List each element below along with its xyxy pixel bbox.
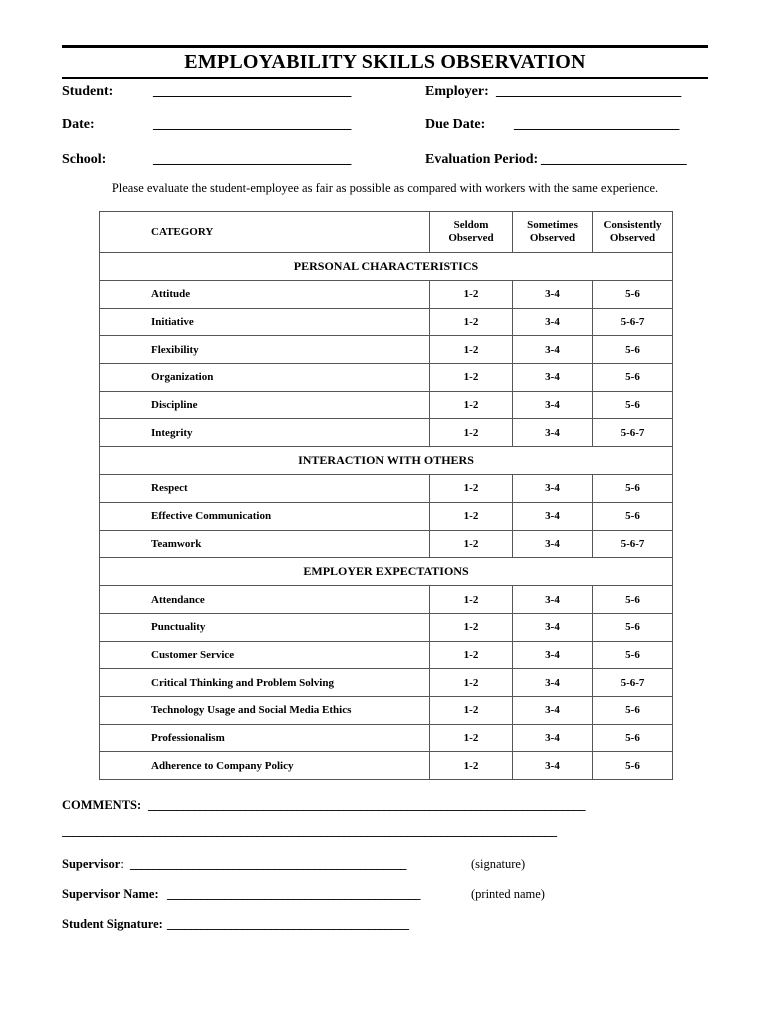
section-title: INTERACTION WITH OTHERS: [100, 447, 673, 475]
skill-name: Customer Service: [100, 641, 430, 669]
consistently-observed-header: [593, 212, 673, 253]
seldom-rating-cell[interactable]: 1-2: [430, 308, 513, 336]
employer-label: Employer:: [425, 84, 489, 99]
sometimes-rating-cell[interactable]: 3-4: [513, 391, 593, 419]
section-header-row: [100, 447, 673, 475]
section-header-row: [100, 558, 673, 586]
section-title: PERSONAL CHARACTERISTICS: [100, 253, 673, 281]
consistently-rating-cell[interactable]: 5-6: [593, 724, 673, 752]
section-title: EMPLOYER EXPECTATIONS: [100, 558, 673, 586]
student-field[interactable]: ______________________________: [153, 84, 352, 99]
sometimes-rating-cell[interactable]: 3-4: [513, 308, 593, 336]
sometimes-rating-cell[interactable]: 3-4: [513, 752, 593, 780]
evaluation-table: [99, 211, 673, 780]
student-signature-label: Student Signature:: [62, 917, 163, 931]
skill-name: Discipline: [100, 391, 430, 419]
date-field[interactable]: ______________________________: [153, 117, 352, 132]
consistently-rating-cell[interactable]: 5-6: [593, 696, 673, 724]
skill-name: Initiative: [100, 308, 430, 336]
sometimes-rating-cell[interactable]: 3-4: [513, 530, 593, 558]
seldom-header-line1: Seldom: [453, 219, 489, 231]
seldom-rating-cell[interactable]: 1-2: [430, 391, 513, 419]
supervisor-signature-line[interactable]: ________________________________________________: [130, 857, 406, 871]
sometimes-rating-cell[interactable]: 3-4: [513, 613, 593, 641]
table-row: [100, 364, 673, 392]
seldom-rating-cell[interactable]: 1-2: [430, 641, 513, 669]
table-row: [100, 475, 673, 503]
sometimes-rating-cell[interactable]: 3-4: [513, 364, 593, 392]
date-label: Date:: [62, 117, 95, 132]
seldom-rating-cell[interactable]: 1-2: [430, 530, 513, 558]
sometimes-header-line1: Sometimes: [527, 219, 578, 231]
evaluation-period-field[interactable]: ______________________: [541, 152, 687, 167]
consistently-rating-cell[interactable]: 5-6: [593, 391, 673, 419]
sometimes-rating-cell[interactable]: 3-4: [513, 669, 593, 697]
skill-name: Attitude: [100, 281, 430, 309]
consistently-rating-cell[interactable]: 5-6: [593, 475, 673, 503]
section-header-row: [100, 253, 673, 281]
table-row: [100, 281, 673, 309]
seldom-rating-cell[interactable]: 1-2: [430, 502, 513, 530]
supervisor-signature-row: [62, 857, 124, 872]
table-row: [100, 724, 673, 752]
supervisor-name-line[interactable]: ____________________________________________: [167, 887, 420, 901]
table-row: [100, 752, 673, 780]
consistently-rating-cell[interactable]: 5-6-7: [593, 669, 673, 697]
seldom-rating-cell[interactable]: 1-2: [430, 364, 513, 392]
skill-name: Flexibility: [100, 336, 430, 364]
consistently-rating-cell[interactable]: 5-6: [593, 752, 673, 780]
consistently-rating-cell[interactable]: 5-6: [593, 336, 673, 364]
category-header: CATEGORY: [100, 212, 430, 253]
skill-name: Respect: [100, 475, 430, 503]
seldom-rating-cell[interactable]: 1-2: [430, 696, 513, 724]
student-label: Student:: [62, 84, 114, 99]
consistently-rating-cell[interactable]: 5-6: [593, 502, 673, 530]
comments-line-2[interactable]: ______________________________________________________________________________________: [62, 824, 557, 838]
supervisor-name-label: Supervisor Name:: [62, 887, 159, 901]
table-header-row: [100, 212, 673, 253]
due-date-label: Due Date:: [425, 117, 486, 132]
skill-name: Adherence to Company Policy: [100, 752, 430, 780]
instructions: Please evaluate the student-employee as fair as possible as compared with workers with the same experience.: [111, 181, 659, 195]
seldom-header-line2: Observed: [448, 232, 494, 244]
table-row: [100, 336, 673, 364]
consistently-header-line1: Consistently: [603, 219, 662, 231]
sometimes-rating-cell[interactable]: 3-4: [513, 419, 593, 447]
due-date-field[interactable]: _________________________: [514, 117, 680, 132]
supervisor-label: Supervisor: [62, 857, 121, 871]
consistently-rating-cell[interactable]: 5-6-7: [593, 308, 673, 336]
consistently-rating-cell[interactable]: 5-6: [593, 613, 673, 641]
consistently-rating-cell[interactable]: 5-6: [593, 586, 673, 614]
table-row: [100, 391, 673, 419]
skill-name: Teamwork: [100, 530, 430, 558]
sometimes-rating-cell[interactable]: 3-4: [513, 281, 593, 309]
sometimes-rating-cell[interactable]: 3-4: [513, 724, 593, 752]
table-row: [100, 669, 673, 697]
table-row: [100, 502, 673, 530]
seldom-rating-cell[interactable]: 1-2: [430, 281, 513, 309]
seldom-rating-cell[interactable]: 1-2: [430, 475, 513, 503]
seldom-rating-cell[interactable]: 1-2: [430, 724, 513, 752]
table-row: [100, 641, 673, 669]
skill-name: Attendance: [100, 586, 430, 614]
sometimes-rating-cell[interactable]: 3-4: [513, 336, 593, 364]
consistently-rating-cell[interactable]: 5-6-7: [593, 530, 673, 558]
skill-name: Technology Usage and Social Media Ethics: [100, 696, 430, 724]
school-label: School:: [62, 152, 107, 167]
table-row: [100, 586, 673, 614]
sometimes-rating-cell[interactable]: 3-4: [513, 502, 593, 530]
evaluation-period-label: Evaluation Period:: [425, 152, 539, 167]
seldom-rating-cell[interactable]: 1-2: [430, 419, 513, 447]
seldom-observed-header: [430, 212, 513, 253]
sometimes-observed-header: [513, 212, 593, 253]
consistently-rating-cell[interactable]: 5-6: [593, 281, 673, 309]
skill-name: Critical Thinking and Problem Solving: [100, 669, 430, 697]
skill-name: Effective Communication: [100, 502, 430, 530]
skill-name: Organization: [100, 364, 430, 392]
table-row: [100, 613, 673, 641]
sometimes-rating-cell[interactable]: 3-4: [513, 586, 593, 614]
consistently-rating-cell[interactable]: 5-6-7: [593, 419, 673, 447]
consistently-header-line2: Observed: [609, 232, 656, 244]
seldom-rating-cell[interactable]: 1-2: [430, 613, 513, 641]
title-rule-top: [62, 45, 708, 48]
comments-label: COMMENTS:: [62, 798, 142, 812]
seldom-rating-cell[interactable]: 1-2: [430, 669, 513, 697]
title-rule-bottom: [62, 77, 708, 79]
seldom-rating-cell[interactable]: 1-2: [430, 336, 513, 364]
table-row: [100, 419, 673, 447]
comments-line-1[interactable]: ____________________________________________________________________________: [148, 798, 585, 812]
student-signature-line[interactable]: __________________________________________: [167, 917, 409, 931]
sometimes-rating-cell[interactable]: 3-4: [513, 475, 593, 503]
signature-note: (signature): [471, 857, 526, 871]
page-title: EMPLOYABILITY SKILLS OBSERVATION: [184, 51, 586, 73]
seldom-rating-cell[interactable]: 1-2: [430, 586, 513, 614]
skill-name: Professionalism: [100, 724, 430, 752]
skill-name: Punctuality: [100, 613, 430, 641]
seldom-rating-cell[interactable]: 1-2: [430, 752, 513, 780]
sometimes-rating-cell[interactable]: 3-4: [513, 696, 593, 724]
employer-field[interactable]: ____________________________: [496, 84, 681, 99]
sometimes-header-line2: Observed: [529, 232, 576, 244]
skill-name: Integrity: [100, 419, 430, 447]
table-row: [100, 308, 673, 336]
consistently-rating-cell[interactable]: 5-6: [593, 364, 673, 392]
table-row: [100, 530, 673, 558]
supervisor-colon: :: [120, 857, 124, 871]
consistently-rating-cell[interactable]: 5-6: [593, 641, 673, 669]
table-row: [100, 696, 673, 724]
printed-name-note: (printed name): [471, 887, 545, 901]
school-field[interactable]: ______________________________: [153, 152, 352, 167]
sometimes-rating-cell[interactable]: 3-4: [513, 641, 593, 669]
